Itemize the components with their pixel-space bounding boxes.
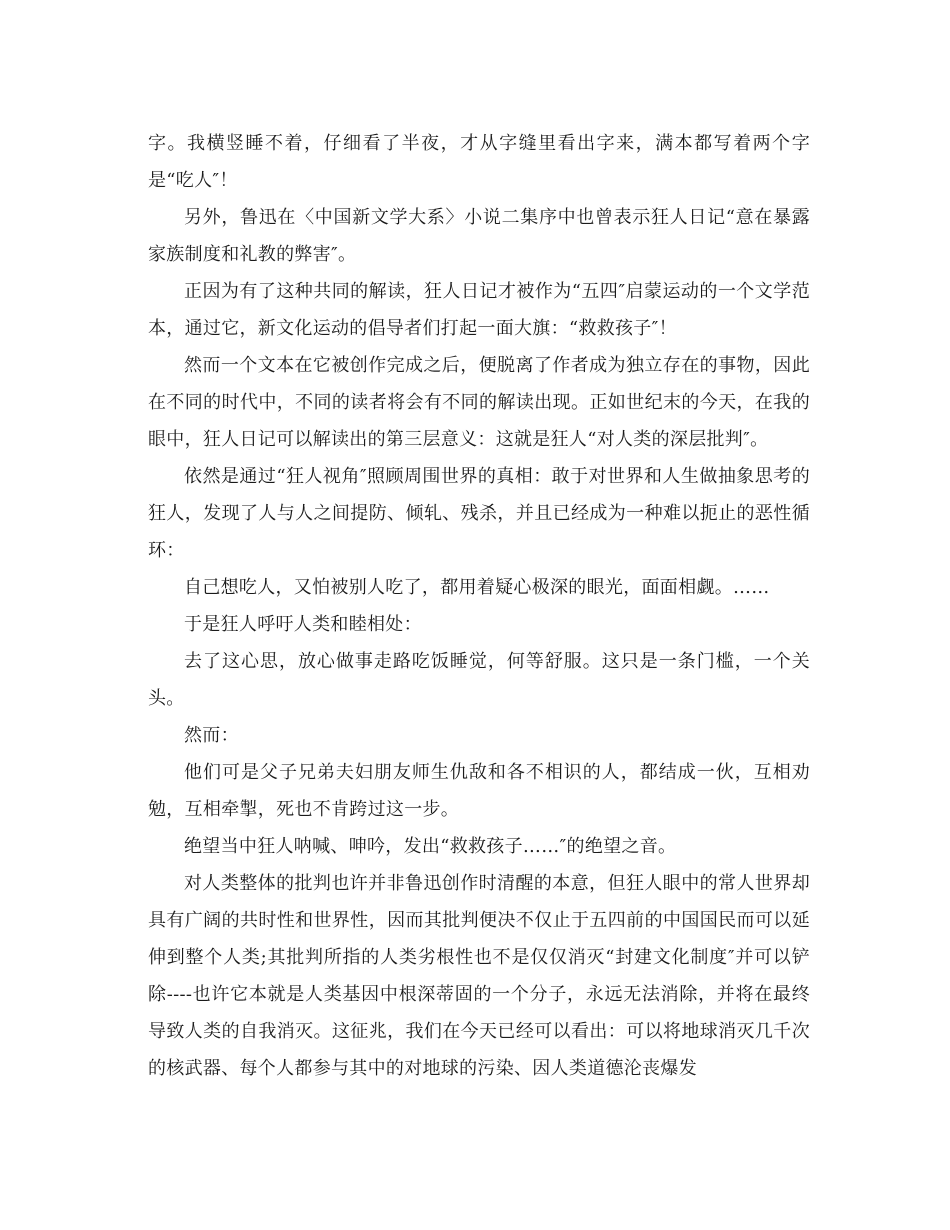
body-text [148,125,810,1087]
paragraph: 然而： [184,725,239,746]
paragraph: 然而一个文本在它被创作完成之后，便脱离了作者成为独立存在的事物，因此在不同的时代中，不同的读者将会有不同的解读出现。正如世纪末的今天，在我的眼中，狂人日记可以解读出的第三层意义：这就是狂人“对人类的深层批判″。 [148,355,810,450]
paragraph: 于是狂人呼吁人类和睦相处： [184,614,422,635]
quotation: 他们可是父子兄弟夫妇朋友师生仇敌和各不相识的人，都结成一伙，互相劝勉，互相牵掣，死也不肯跨过这一步。 [148,762,810,820]
paragraph: 正因为有了这种共同的解读，狂人日记才被作为“五四″启蒙运动的一个文学范本，通过它，新文化运动的倡导者们打起一面大旗：“救救孩子″！ [148,281,810,339]
quotation: 自己想吃人，又怕被别人吃了，都用着疑心极深的眼光，面面相觑。…… [184,577,770,598]
paragraph-continuation: 字。我横竖睡不着，仔细看了半夜，才从字缝里看出字来，满本都写着两个字是“吃人″！ [148,133,810,191]
paragraph: 绝望当中狂人呐喊、呻吟，发出“救救孩子……″的绝望之音。 [184,836,677,857]
paragraph: 依然是通过“狂人视角″照顾周围世界的真相：敢于对世界和人生做抽象思考的狂人，发现了人与人之间提防、倾轧、残杀，并且已经成为一种难以扼止的恶性循环： [148,466,810,561]
paragraph: 对人类整体的批判也许并非鲁迅创作时清醒的本意，但狂人眼中的常人世界却具有广阔的共时性和世界性，因而其批判便决不仅止于五四前的中国国民而可以延伸到整个人类;其批判所指的人类劣根性也不是仅仅消灭“封建文化制度″并可以铲除----也许它本就是人类基因中根深蒂固的一个分子，永远无法消除，并将在最终导致人类的自我消灭。这征兆，我们在今天已经可以看出：可以将地球消灭几千次的核武器、每个人都参与其中的对地球的污染、因人类道德沦丧爆发 [148,873,810,1079]
quotation: 去了这心思，放心做事走路吃饭睡觉，何等舒服。这只是一条门槛，一个关头。 [148,651,810,709]
paragraph: 另外，鲁迅在〈中国新文学大系〉小说二集序中也曾表示狂人日记“意在暴露家族制度和礼教的弊害″。 [148,207,810,265]
